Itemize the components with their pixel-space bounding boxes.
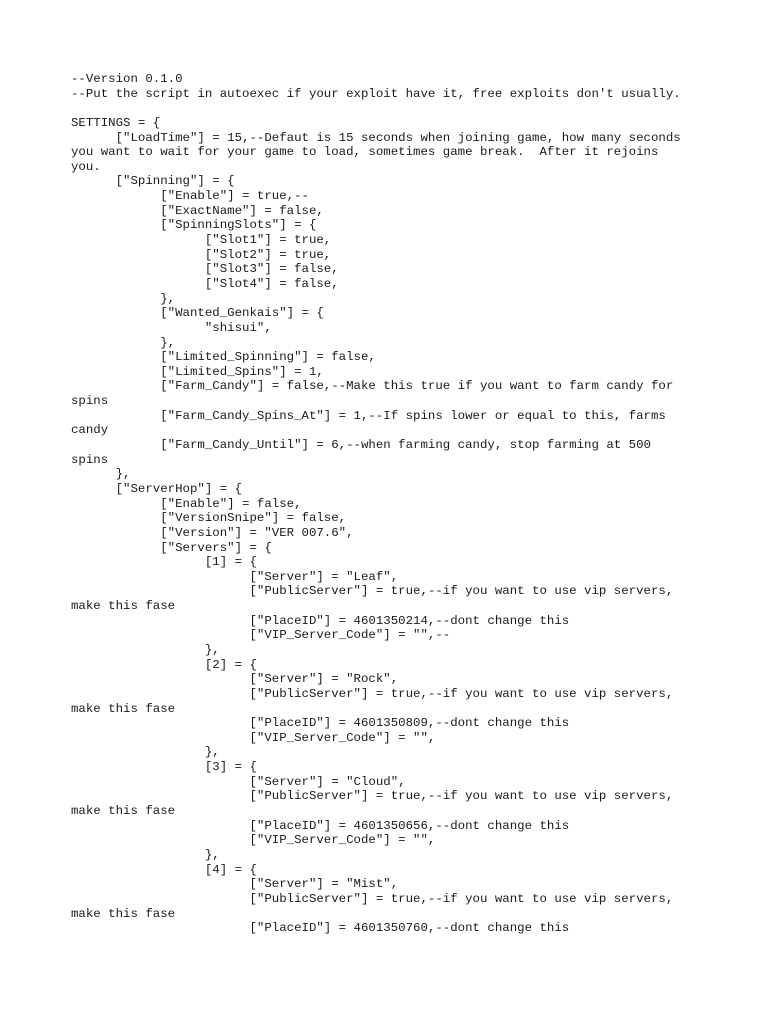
code-line: ["VIP_Server_Code"] = "",-- xyxy=(71,628,451,643)
code-line: ["Servers"] = { xyxy=(71,540,272,555)
code-line: ["Farm_Candy_Spins_At"] = 1,--If spins lower or equal to this, farms xyxy=(71,408,666,423)
code-line: ["Server"] = "Rock", xyxy=(71,672,399,687)
code-line: ["VIP_Server_Code"] = "", xyxy=(71,730,436,745)
code-line: ["PublicServer"] = true,--if you want to use vip servers, xyxy=(71,584,674,599)
code-line: }, xyxy=(71,745,220,760)
code-line: ["LoadTime"] = 15,--Defaut is 15 seconds when joining game, how many seconds xyxy=(71,130,681,145)
code-line: ["VersionSnipe"] = false, xyxy=(71,511,347,526)
code-line: ["PlaceID"] = 4601350214,--dont change this xyxy=(71,613,570,628)
code-line: candy xyxy=(71,423,109,438)
code-line: ["PublicServer"] = true,--if you want to use vip servers, xyxy=(71,789,674,804)
code-line: ["Farm_Candy"] = false,--Make this true if you want to farm candy for xyxy=(71,379,674,394)
code-line: spins xyxy=(71,452,109,467)
code-line: ["Wanted_Genkais"] = { xyxy=(71,306,324,321)
code-line: --Version 0.1.0 xyxy=(71,72,183,86)
code-line: ["Slot1"] = true, xyxy=(71,233,332,248)
code-line: spins xyxy=(71,394,109,409)
code-line xyxy=(71,101,751,116)
code-line: ["Enable"] = false, xyxy=(71,496,302,511)
code-line: [1] = { xyxy=(71,555,257,570)
code-line: you. xyxy=(71,159,101,174)
code-line: "shisui", xyxy=(71,320,272,335)
code-line: ["Server"] = "Mist", xyxy=(71,877,399,892)
code-line: }, xyxy=(71,642,220,657)
code-line: ["PlaceID"] = 4601350809,--dont change this xyxy=(71,716,570,731)
code-line: ["Slot2"] = true, xyxy=(71,247,332,262)
code-line: you want to wait for your game to load, sometimes game break. After it rejoins xyxy=(71,145,659,160)
code-line: }, xyxy=(71,291,176,306)
code-line: [2] = { xyxy=(71,657,257,672)
code-line: --Put the script in autoexec if your exploit have it, free exploits don't usually. xyxy=(71,86,681,101)
code-line: SETTINGS = { xyxy=(71,115,161,130)
code-line: [3] = { xyxy=(71,760,257,775)
code-line: ["ServerHop"] = { xyxy=(71,481,243,496)
code-line: ["Slot4"] = false, xyxy=(71,276,339,291)
code-line: make this fase xyxy=(71,701,176,716)
code-line: ["PlaceID"] = 4601350760,--dont change this xyxy=(71,921,570,936)
code-line: }, xyxy=(71,847,220,862)
code-line: ["Enable"] = true,-- xyxy=(71,189,309,204)
code-line: ["Server"] = "Leaf", xyxy=(71,569,399,584)
code-line: make this fase xyxy=(71,599,176,614)
code-block xyxy=(71,72,751,936)
code-line: make this fase xyxy=(71,906,176,921)
code-line: }, xyxy=(71,467,131,482)
code-line: ["PublicServer"] = true,--if you want to use vip servers, xyxy=(71,686,674,701)
code-line: ["Farm_Candy_Until"] = 6,--when farming candy, stop farming at 500 xyxy=(71,438,651,453)
code-line: ["Slot3"] = false, xyxy=(71,262,339,277)
code-line: ["Limited_Spins"] = 1, xyxy=(71,364,324,379)
code-line: ["Server"] = "Cloud", xyxy=(71,774,406,789)
code-line: ["VIP_Server_Code"] = "", xyxy=(71,833,436,848)
code-line: ["PublicServer"] = true,--if you want to use vip servers, xyxy=(71,891,674,906)
code-line: ["Spinning"] = { xyxy=(71,174,235,189)
code-line: ["Limited_Spinning"] = false, xyxy=(71,350,376,365)
code-line: make this fase xyxy=(71,804,176,819)
code-line: [4] = { xyxy=(71,862,257,877)
code-line: ["Version"] = "VER 007.6", xyxy=(71,525,354,540)
code-line: }, xyxy=(71,335,176,350)
code-line: ["SpinningSlots"] = { xyxy=(71,218,317,233)
code-line: ["PlaceID"] = 4601350656,--dont change this xyxy=(71,818,570,833)
code-line: ["ExactName"] = false, xyxy=(71,203,324,218)
